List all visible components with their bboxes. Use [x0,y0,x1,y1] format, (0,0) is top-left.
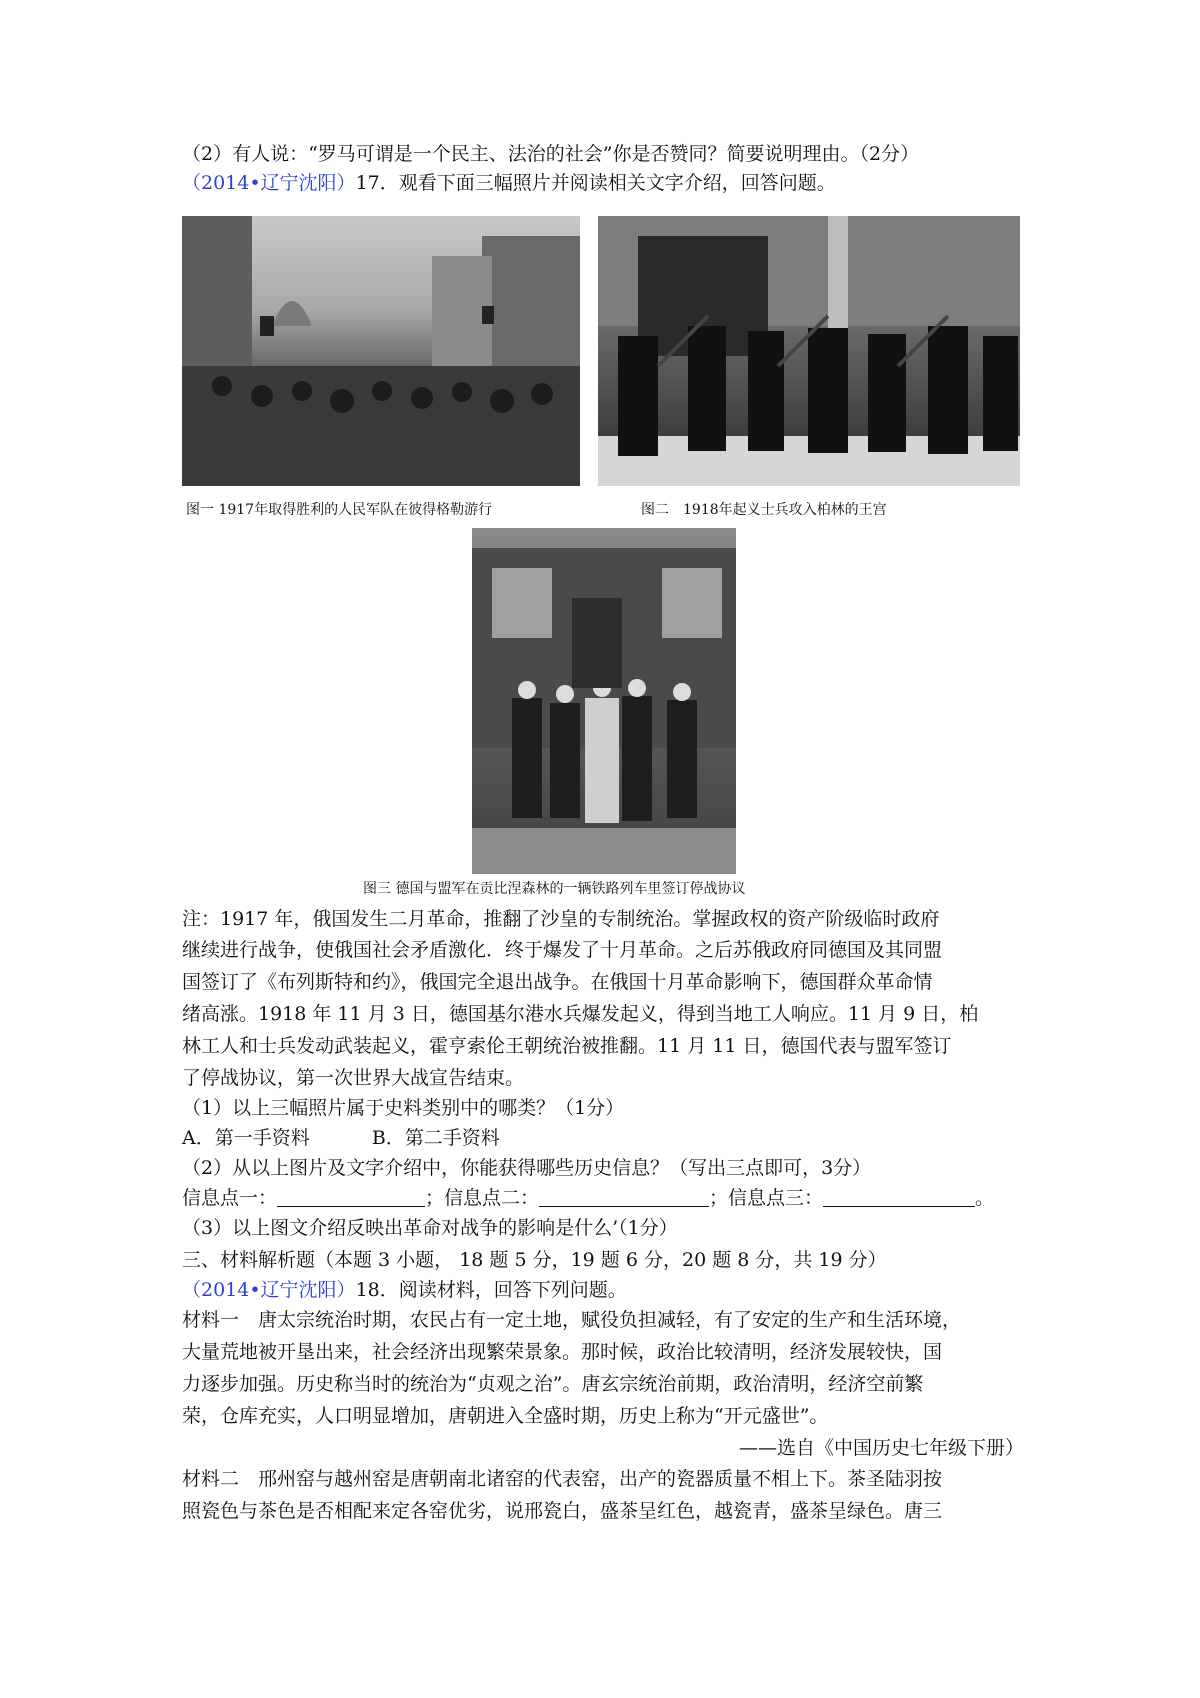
info-point-1-label: 信息点一： [182,1187,278,1209]
info-point-3-label: ；信息点三： [709,1187,824,1209]
info-point-1-blank[interactable] [277,1188,425,1207]
question-17-part-2-blanks [182,1186,994,1210]
question-17-part-1-options [182,1126,500,1150]
note-line: 了停战协议，第一次世界大战宣告结束。 [182,1067,525,1089]
figure-2-caption: 图二 1918年起义士兵攻入柏林的王宫 [641,502,887,518]
note-line: 绪高涨。1918 年 11 月 3 日，德国基尔港水兵爆发起义，得到当地工人响应。11 月 9 日，柏 [182,1003,979,1025]
figure-1-image [182,216,580,486]
option-a[interactable]: A．第一手资料 [182,1127,310,1149]
material-1-line: 大量荒地被开垦出来，社会经济出现繁荣景象。那时候，政治比较清明，经济发展较快，国 [182,1341,943,1363]
question-18-source: （2014•辽宁沈阳） [182,1279,356,1301]
figure-1-photo [182,216,580,486]
question-17-part-3: （3）以上图文介绍反映出革命对战争的影响是什么’（1分） [182,1217,678,1239]
material-2-line: 照瓷色与茶色是否相配来定各窑优劣，说邢瓷白，盛茶呈红色，越瓷青，盛茶呈绿色。唐三 [182,1500,943,1522]
question-17-source: （2014•辽宁沈阳） [182,172,356,194]
note-line: 林工人和士兵发动武装起义，霍亨索伦王朝统治被推翻。11 月 11 日，德国代表与盟军签订 [182,1035,952,1057]
option-b[interactable]: B．第二手资料 [371,1127,500,1149]
question-18-text: 18．阅读材料，回答下列问题。 [355,1279,627,1301]
question-18-header [182,1278,627,1302]
figure-3-photo [472,528,736,874]
material-2-line: 材料二 邢州窑与越州窑是唐朝南北诸窑的代表窑，出产的瓷器质量不相上下。茶圣陆羽按 [182,1468,943,1490]
figure-2-image [598,216,1020,486]
figure-3-caption: 图三 德国与盟军在贡比涅森林的一辆铁路列车里签订停战协议 [363,881,746,897]
question-17-text: 17．观看下面三幅照片并阅读相关文字介绍，回答问题。 [355,172,836,194]
info-point-3-blank[interactable] [823,1188,975,1207]
section-3-heading: 三、材料解析题（本题 3 小题， 18 题 5 分，19 题 6 分，20 题 8 分，共 19 分） [182,1249,887,1271]
material-1-line: 荣，仓库充实，人口明显增加，唐朝进入全盛时期，历史上称为“开元盛世”。 [182,1405,829,1427]
material-1-line: 力逐步加强。历史称当时的统治为“贞观之治”。唐玄宗统治前期，政治清明，经济空前繁 [182,1373,924,1395]
info-point-2-label: ；信息点二： [425,1187,540,1209]
info-point-2-blank[interactable] [539,1188,709,1207]
material-1-source: ——选自《中国历史七年级下册） [738,1437,1024,1459]
figure-3-image [472,528,736,874]
question-17-header [182,171,836,195]
note-line: 国签订了《布列斯特和约》，俄国完全退出战争。在俄国十月革命影响下，德国群众革命情 [182,971,933,993]
question-16-part-2: （2）有人说：“罗马可谓是一个民主、法治的社会”你是否赞同？简要说明理由。（2分） [182,143,920,165]
question-17-part-2: （2）从以上图片及文字介绍中，你能获得哪些历史信息？（写出三点即可，3分） [182,1157,872,1179]
blanks-end: 。 [975,1187,995,1209]
material-1-line: 材料一 唐太宗统治时期，农民占有一定土地，赋役负担减轻，有了安定的生产和生活环境， [182,1309,962,1331]
figure-2-photo [598,216,1020,486]
figure-1-caption: 图一 1917年取得胜利的人民军队在彼得格勒游行 [186,502,493,518]
note-line: 注：1917 年，俄国发生二月革命，推翻了沙皇的专制统治。掌握政权的资产阶级临时政府 [182,908,940,930]
question-17-part-1: （1）以上三幅照片属于史料类别中的哪类？（1分） [182,1097,625,1119]
note-line: 继续进行战争，使俄国社会矛盾激化．终于爆发了十月革命。之后苏俄政府同德国及其同盟 [182,939,943,961]
